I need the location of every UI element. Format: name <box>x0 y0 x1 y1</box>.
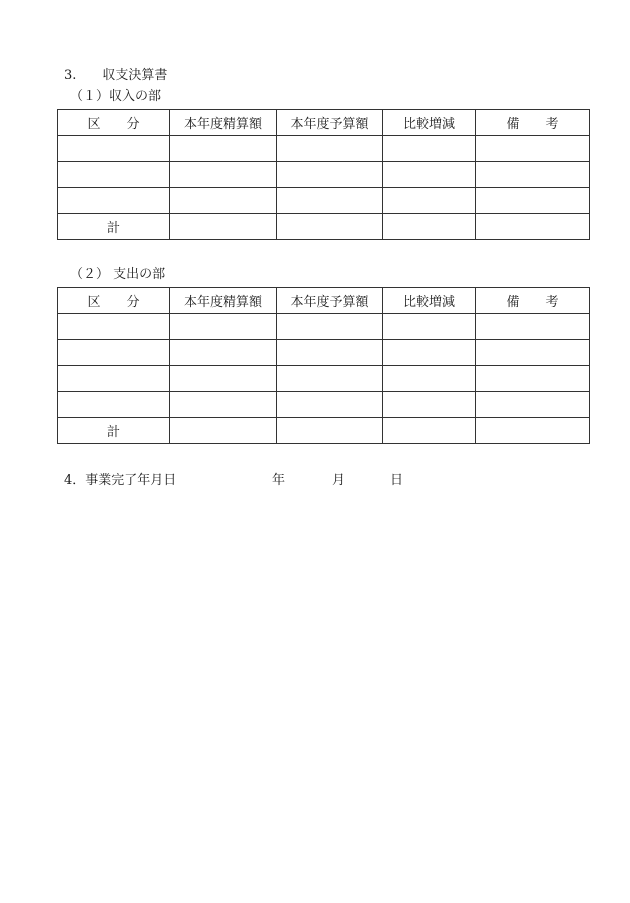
table-cell <box>383 340 476 366</box>
table-cell <box>170 214 277 240</box>
table-cell <box>58 392 170 418</box>
completion-date-label: 4．事業完了年月日 <box>64 473 177 488</box>
table-cell <box>277 188 383 214</box>
expense-total-row <box>58 418 590 444</box>
table-cell <box>170 136 277 162</box>
year-label: 年 <box>272 473 286 488</box>
month-label: 月 <box>332 473 346 488</box>
table-cell <box>476 366 590 392</box>
table-cell <box>476 418 590 444</box>
table-cell <box>277 314 383 340</box>
column-header-settled-amount: 本年度精算額 <box>170 110 277 136</box>
table-cell <box>383 136 476 162</box>
table-row <box>58 340 590 366</box>
table-row <box>58 188 590 214</box>
table-cell <box>476 392 590 418</box>
table-row <box>58 136 590 162</box>
table-cell <box>170 392 277 418</box>
table-cell <box>277 392 383 418</box>
table-row <box>58 314 590 340</box>
column-header-category: 区 分 <box>58 288 170 314</box>
column-header-budget-amount: 本年度予算額 <box>277 288 383 314</box>
table-cell <box>58 136 170 162</box>
table-cell <box>476 188 590 214</box>
table-cell <box>170 314 277 340</box>
column-header-budget-amount: 本年度予算額 <box>277 110 383 136</box>
table-cell <box>170 340 277 366</box>
table-cell <box>476 214 590 240</box>
expense-table-header <box>58 288 590 314</box>
column-header-category: 区 分 <box>58 110 170 136</box>
table-cell <box>170 366 277 392</box>
table-cell <box>170 188 277 214</box>
section-3-title: 3. 収支決算書 <box>64 68 168 83</box>
table-cell <box>58 188 170 214</box>
table-row <box>58 392 590 418</box>
column-header-difference: 比較増減 <box>383 110 476 136</box>
day-label: 日 <box>390 473 404 488</box>
table-cell <box>58 340 170 366</box>
column-header-remarks: 備 考 <box>476 110 590 136</box>
table-cell <box>58 162 170 188</box>
table-cell <box>476 162 590 188</box>
table-cell <box>383 162 476 188</box>
total-label: 計 <box>58 418 170 444</box>
table-cell <box>383 188 476 214</box>
table-row <box>58 366 590 392</box>
income-total-row <box>58 214 590 240</box>
table-cell <box>277 136 383 162</box>
table-cell <box>277 418 383 444</box>
expense-section-title: （２） 支出の部 <box>70 267 166 282</box>
table-cell <box>383 214 476 240</box>
income-table <box>57 109 590 240</box>
table-cell <box>277 366 383 392</box>
completion-date-line <box>64 473 404 553</box>
expense-table <box>57 287 590 444</box>
table-cell <box>277 162 383 188</box>
table-cell <box>170 418 277 444</box>
income-table-header <box>58 110 590 136</box>
total-label: 計 <box>58 214 170 240</box>
column-header-difference: 比較増減 <box>383 288 476 314</box>
column-header-remarks: 備 考 <box>476 288 590 314</box>
table-cell <box>476 340 590 366</box>
table-cell <box>58 314 170 340</box>
table-cell <box>476 136 590 162</box>
table-cell <box>383 392 476 418</box>
table-row <box>58 162 590 188</box>
table-cell <box>383 366 476 392</box>
table-cell <box>170 162 277 188</box>
table-cell <box>383 418 476 444</box>
table-cell <box>277 214 383 240</box>
column-header-settled-amount: 本年度精算額 <box>170 288 277 314</box>
table-cell <box>476 314 590 340</box>
table-cell <box>58 366 170 392</box>
income-section-title: （１）収入の部 <box>70 89 162 104</box>
table-cell <box>383 314 476 340</box>
table-cell <box>277 340 383 366</box>
